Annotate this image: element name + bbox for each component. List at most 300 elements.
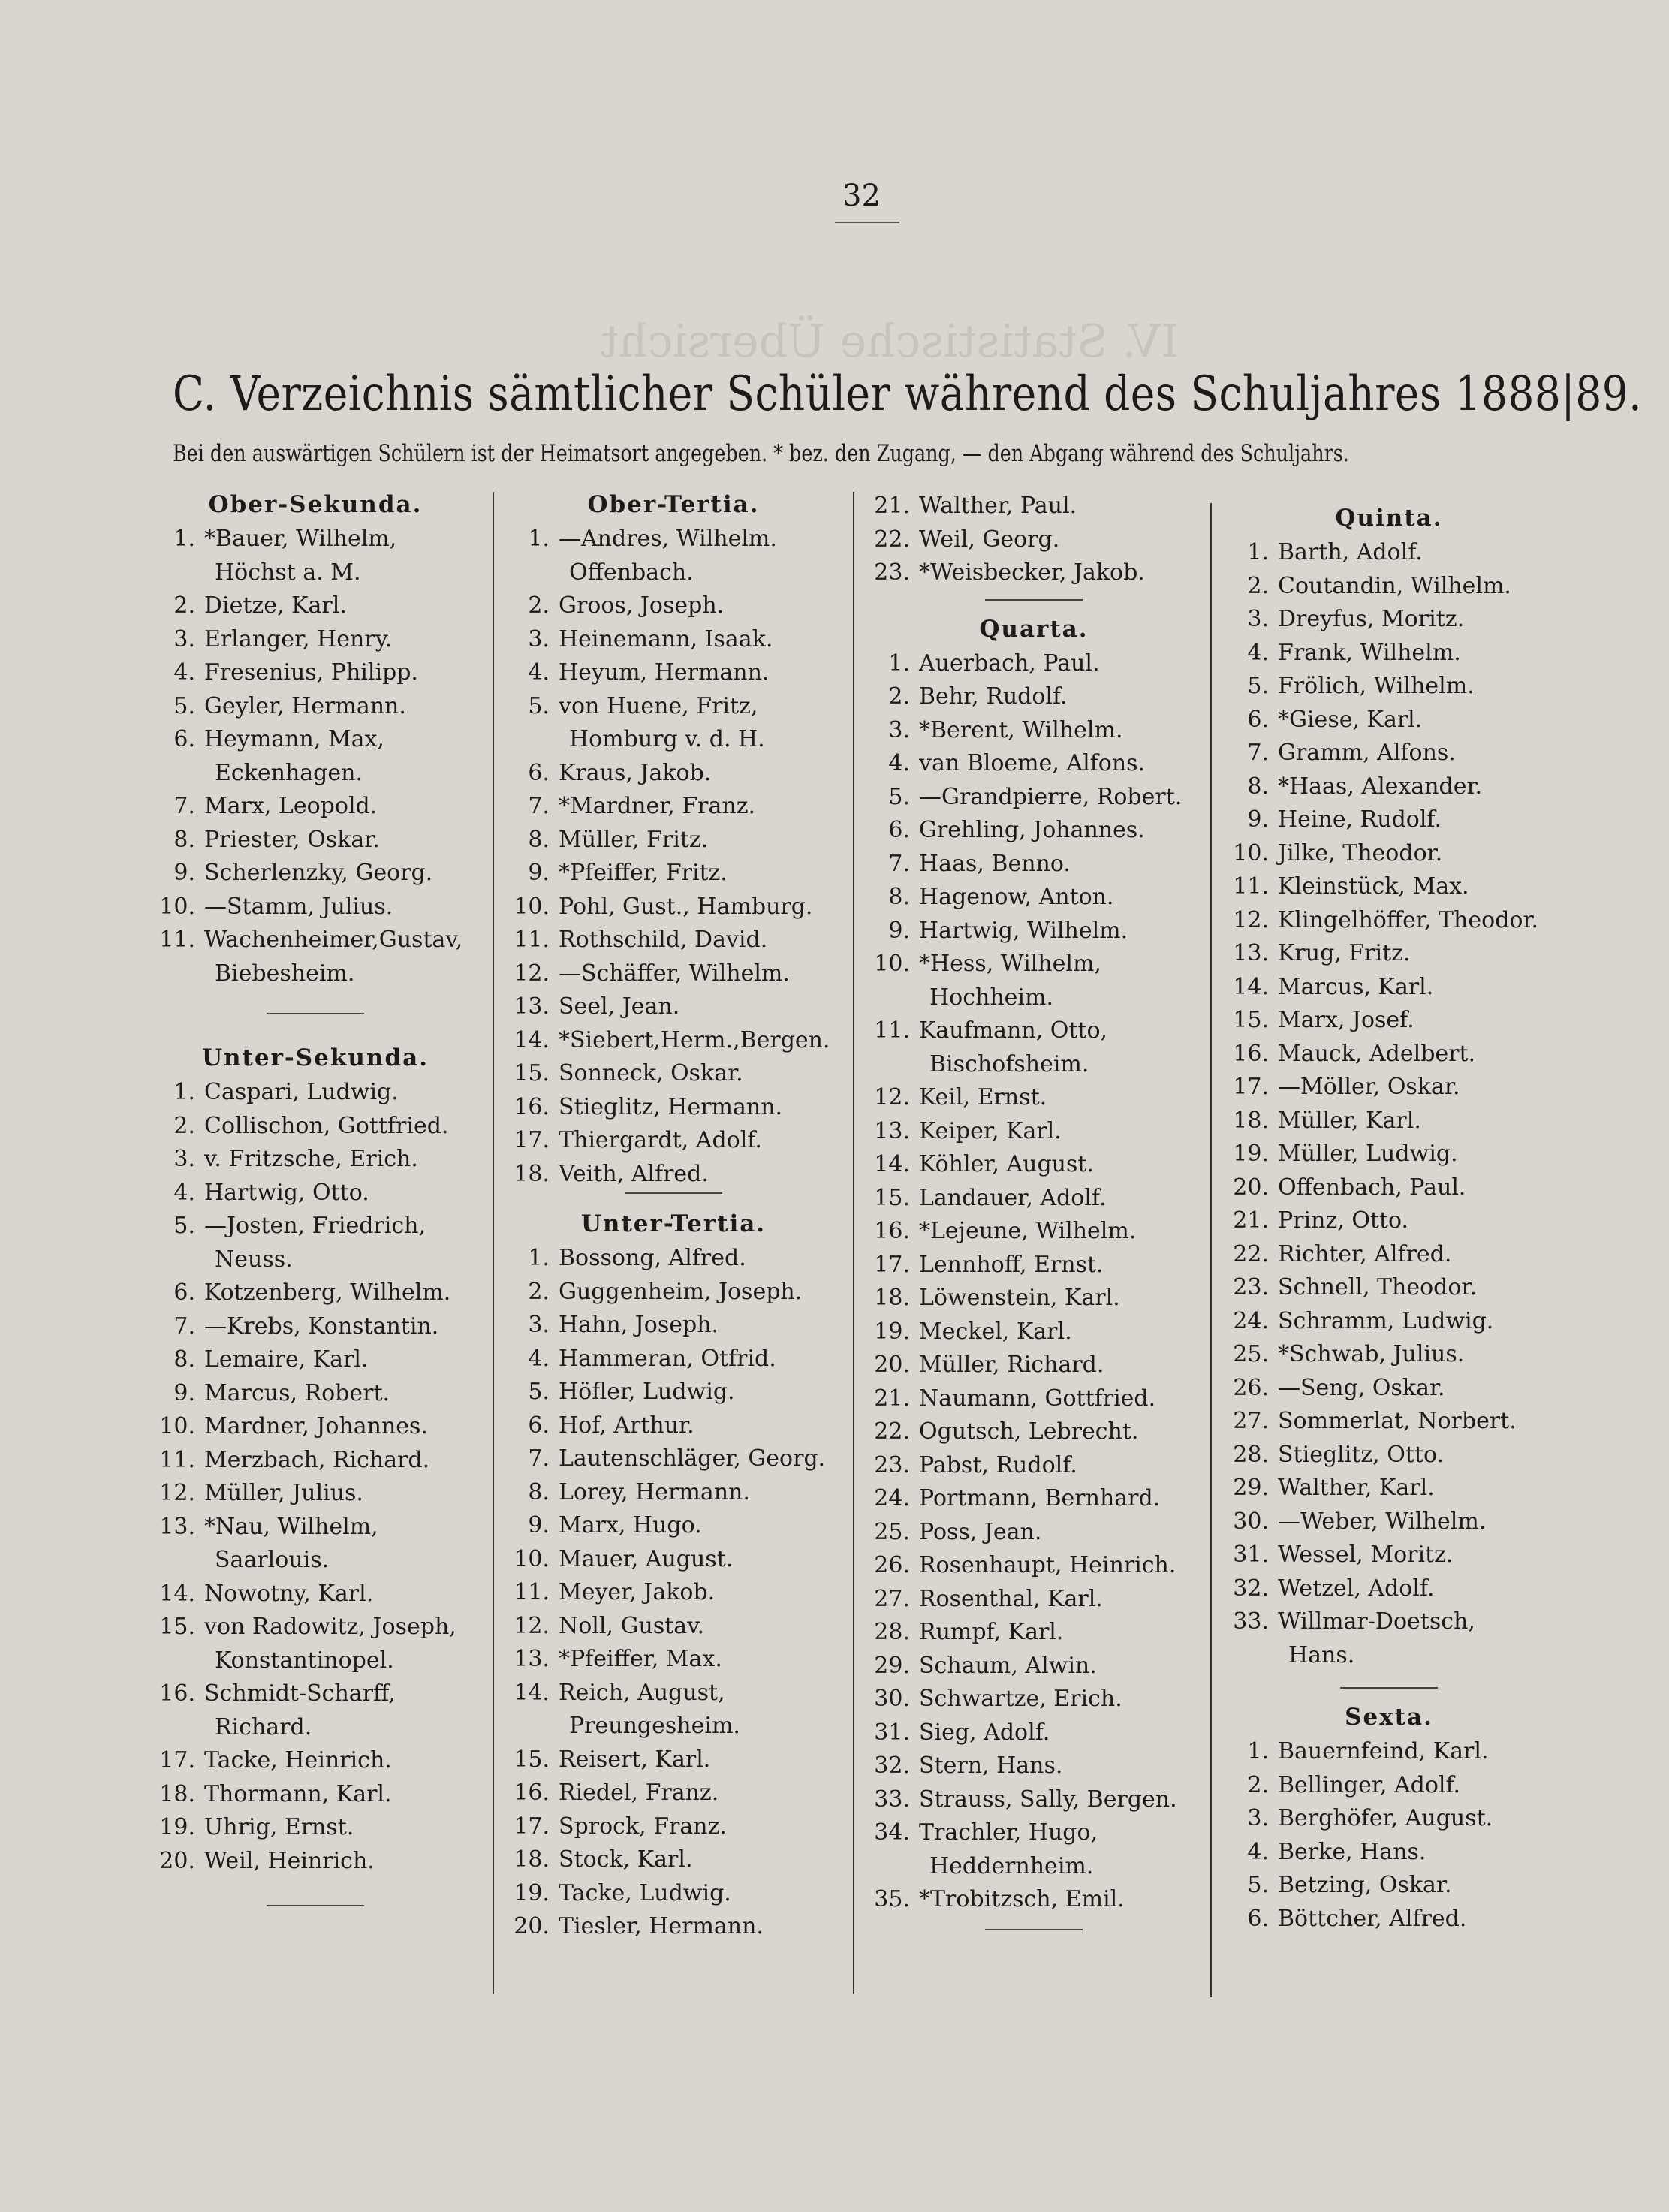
student-name: —Grandpierre, Robert. — [919, 783, 1182, 810]
student-row — [865, 1282, 1203, 1315]
student-row — [865, 1349, 1203, 1382]
student-row — [150, 523, 481, 556]
student-name: Schramm, Ludwig. — [1278, 1307, 1494, 1334]
student-row — [505, 690, 842, 724]
student-name: Landauer, Adolf. — [919, 1184, 1107, 1211]
student-name: Höfler, Ludwig. — [559, 1379, 735, 1405]
student-name: Stock, Karl. — [559, 1846, 693, 1873]
student-row — [1224, 1372, 1554, 1406]
student-name: Walther, Paul. — [919, 493, 1077, 519]
student-number: 5. — [173, 1213, 195, 1239]
student-row — [505, 1309, 842, 1343]
student-number: 10. — [159, 893, 195, 920]
student-row — [865, 1749, 1203, 1783]
page-title: C. Verzeichnis sämtlicher Schüler während des Schuljahres 1888|89. — [173, 366, 1643, 422]
student-number: 11. — [1233, 873, 1269, 900]
student-name: Wessel, Moritz. — [1278, 1541, 1454, 1568]
student-name: Haas, Benno. — [919, 850, 1071, 877]
student-number: 17. — [514, 1813, 550, 1840]
student-name: *Berent, Wilhelm. — [919, 716, 1123, 743]
student-number: 6. — [528, 759, 550, 786]
student-name: *Bauer, Wilhelm, — [204, 526, 397, 552]
student-row — [505, 891, 842, 924]
student-number: 26. — [1233, 1374, 1269, 1401]
student-name: Reich, August, — [559, 1679, 725, 1706]
student-number: 29. — [874, 1652, 910, 1679]
student-row — [150, 1177, 481, 1210]
student-name: Prinz, Otto. — [1278, 1207, 1409, 1234]
student-row — [1224, 1769, 1554, 1803]
student-number: 22. — [1233, 1240, 1269, 1267]
student-name: Rumpf, Karl. — [919, 1619, 1064, 1645]
student-name: Dietze, Karl. — [204, 592, 347, 619]
student-name: Klingelhöffer, Theodor. — [1278, 906, 1539, 933]
student-row — [1224, 1271, 1554, 1305]
student-row — [505, 1743, 842, 1777]
student-row — [1224, 1538, 1554, 1572]
student-name: *Giese, Karl. — [1278, 706, 1423, 733]
student-name: *Mardner, Franz. — [559, 793, 756, 819]
student-row — [150, 1477, 481, 1511]
column-4 — [1224, 500, 1554, 1936]
student-number: 15. — [159, 1614, 195, 1640]
student-row — [1224, 1802, 1554, 1836]
student-name: Kotzenberg, Wilhelm. — [204, 1279, 451, 1306]
student-number: 1. — [1247, 1738, 1269, 1764]
student-name: Weil, Heinrich. — [204, 1847, 375, 1874]
student-row — [1224, 1238, 1554, 1272]
student-row — [150, 1444, 481, 1478]
student-number: 14. — [874, 1151, 910, 1177]
student-name: Poss, Jean. — [919, 1518, 1042, 1545]
student-name: Pohl, Gust., Hamburg. — [559, 893, 813, 920]
student-number: 13. — [514, 993, 550, 1020]
student-name: Offenbach, Paul. — [1278, 1174, 1466, 1201]
student-hometown: Hochheim. — [929, 984, 1053, 1011]
student-row — [150, 924, 481, 957]
student-number: 6. — [173, 726, 195, 752]
student-number: 26. — [874, 1552, 910, 1578]
student-name: Lemaire, Karl. — [204, 1346, 369, 1373]
student-row — [505, 1057, 842, 1091]
student-number: 7. — [173, 1312, 195, 1340]
student-number: 18. — [159, 1780, 195, 1807]
student-name: Barth, Adolf. — [1278, 539, 1423, 565]
student-number: 19. — [1233, 1141, 1269, 1167]
student-number: 8. — [173, 1346, 195, 1373]
student-name: Merzbach, Richard. — [204, 1446, 430, 1473]
student-name: Tacke, Heinrich. — [204, 1747, 392, 1774]
student-row — [505, 1777, 842, 1810]
student-number: 8. — [1247, 773, 1269, 800]
student-number: 11. — [159, 1446, 195, 1473]
student-row — [865, 1816, 1203, 1850]
student-number: 10. — [874, 951, 910, 977]
student-number: 5. — [173, 692, 195, 719]
student-row — [865, 1482, 1203, 1516]
student-row — [1224, 670, 1554, 704]
student-number: 4. — [1247, 639, 1269, 666]
student-name: *Haas, Alexander. — [1278, 773, 1483, 800]
student-row — [150, 1210, 481, 1243]
student-row — [505, 990, 842, 1024]
student-row — [1224, 1439, 1554, 1472]
student-row — [150, 1410, 481, 1444]
student-name: Löwenstein, Karl. — [919, 1285, 1120, 1311]
student-row — [505, 1442, 842, 1476]
student-number: 12. — [514, 1612, 550, 1639]
column-divider-3 — [1210, 503, 1212, 1997]
student-row — [150, 1276, 481, 1310]
page-number: 32 — [842, 179, 881, 213]
student-name: Hammeran, Otfrid. — [559, 1345, 776, 1372]
student-number: 8. — [528, 1478, 550, 1505]
student-number: 18. — [1233, 1107, 1269, 1134]
student-name: Betzing, Oskar. — [1278, 1872, 1452, 1898]
student-row — [1224, 1004, 1554, 1038]
student-name: Heinemann, Isaak. — [559, 625, 773, 652]
student-number: 2. — [528, 1278, 550, 1305]
student-name: von Radowitz, Joseph, — [204, 1614, 456, 1640]
student-row — [1224, 803, 1554, 837]
student-number: 27. — [874, 1585, 910, 1612]
student-row — [150, 1611, 481, 1644]
student-name: Rothschild, David. — [559, 927, 768, 953]
student-number: 7. — [173, 793, 195, 819]
student-name: Lorey, Hermann. — [559, 1478, 750, 1505]
student-number: 33. — [1233, 1608, 1269, 1635]
student-list-unter-tertia — [505, 1242, 842, 1944]
student-hometown: Bischofsheim. — [929, 1050, 1089, 1077]
student-row — [505, 523, 842, 556]
student-name: —Seng, Oskar. — [1278, 1374, 1445, 1401]
section-rule — [267, 1013, 364, 1014]
student-name: Reisert, Karl. — [559, 1746, 711, 1773]
student-list-unter-sekunda — [150, 1076, 481, 1878]
column-1 — [150, 487, 481, 1923]
student-name: Guggenheim, Joseph. — [559, 1278, 803, 1305]
student-number: 4. — [1247, 1838, 1269, 1865]
student-name: Müller, Julius. — [204, 1480, 363, 1506]
section-rule — [985, 599, 1083, 601]
student-row — [865, 814, 1203, 848]
student-number: 34. — [874, 1819, 910, 1846]
student-row — [865, 1883, 1203, 1917]
student-row — [1224, 570, 1554, 604]
student-number: 1. — [1247, 539, 1269, 565]
student-row — [865, 556, 1203, 590]
student-name: Tiesler, Hermann. — [559, 1913, 764, 1939]
column-3 — [865, 490, 1203, 1947]
student-name: *Weisbecker, Jakob. — [919, 559, 1145, 586]
student-row — [150, 1778, 481, 1812]
student-number: 29. — [1233, 1475, 1269, 1501]
student-row — [865, 1616, 1203, 1650]
student-name: Müller, Ludwig. — [1278, 1141, 1458, 1167]
student-number: 25. — [1233, 1341, 1269, 1367]
student-number: 15. — [1233, 1007, 1269, 1033]
student-name: Heyum, Hermann. — [559, 659, 770, 686]
student-name: Hartwig, Otto. — [204, 1179, 369, 1206]
student-row — [505, 1576, 842, 1610]
student-name: Schmidt-Scharff, — [204, 1680, 396, 1707]
student-row — [505, 757, 842, 791]
student-hometown: Konstantinopel. — [215, 1647, 394, 1674]
student-row — [865, 680, 1203, 714]
student-row — [150, 1744, 481, 1778]
student-row — [1224, 737, 1554, 770]
student-name: Tacke, Ludwig. — [559, 1879, 731, 1906]
student-name: v. Fritzsche, Erich. — [204, 1146, 418, 1172]
student-row — [1224, 536, 1554, 570]
student-row — [150, 1343, 481, 1377]
student-row — [1224, 1903, 1554, 1936]
student-name: Bauernfeind, Karl. — [1278, 1738, 1489, 1764]
student-name: Riedel, Franz. — [559, 1780, 719, 1806]
student-number: 4. — [888, 750, 910, 776]
student-number: 16. — [159, 1680, 195, 1707]
column-divider-2 — [853, 492, 854, 1994]
student-row — [1224, 1869, 1554, 1903]
student-row — [505, 1476, 842, 1510]
student-row — [865, 1081, 1203, 1115]
student-name: Hof, Arthur. — [559, 1412, 694, 1439]
student-row — [865, 1549, 1203, 1583]
student-name: Thiergardt, Adolf. — [559, 1127, 762, 1153]
student-row — [865, 1650, 1203, 1683]
student-row — [1224, 1038, 1554, 1071]
student-row — [150, 589, 481, 623]
student-name: Köhler, August. — [919, 1151, 1094, 1177]
student-number: 15. — [514, 1746, 550, 1773]
student-name: Müller, Karl. — [1278, 1107, 1421, 1134]
student-number: 2. — [888, 683, 910, 710]
student-row — [1224, 870, 1554, 904]
student-name: Rosenhaupt, Heinrich. — [919, 1552, 1176, 1578]
student-row — [865, 1415, 1203, 1449]
student-name: Sommerlat, Norbert. — [1278, 1408, 1517, 1434]
student-name: Noll, Gustav. — [559, 1612, 705, 1639]
student-row — [505, 1643, 842, 1677]
student-name: Fresenius, Philipp. — [204, 659, 418, 686]
student-row — [150, 1845, 481, 1879]
class-heading-quinta: Quinta. — [1335, 505, 1443, 532]
student-number: 1. — [528, 1245, 550, 1271]
student-number: 16. — [514, 1093, 550, 1120]
student-number: 23. — [874, 559, 910, 586]
student-number: 11. — [514, 1579, 550, 1605]
student-row — [865, 1148, 1203, 1182]
student-row — [1224, 1171, 1554, 1205]
student-row — [865, 1449, 1203, 1483]
student-name: Hartwig, Wilhelm. — [919, 917, 1128, 944]
student-number: 13. — [1233, 940, 1269, 966]
student-name: Bellinger, Adolf. — [1278, 1771, 1461, 1798]
student-name: Uhrig, Ernst. — [204, 1814, 354, 1840]
student-number: 3. — [528, 625, 550, 652]
student-row — [150, 1076, 481, 1110]
student-row — [505, 1158, 842, 1192]
student-number: 1. — [528, 526, 550, 552]
student-row — [150, 1578, 481, 1611]
student-number: 5. — [528, 1379, 550, 1405]
student-number: 9. — [1247, 806, 1269, 833]
student-list-ober-tertia — [505, 523, 842, 1191]
student-name: Marx, Josef. — [1278, 1007, 1414, 1033]
student-number: 16. — [874, 1218, 910, 1244]
student-row — [150, 891, 481, 924]
student-row — [150, 1811, 481, 1845]
student-name: *Nau, Wilhelm, — [204, 1513, 378, 1540]
student-name: Marx, Hugo. — [559, 1512, 702, 1538]
student-row — [150, 1110, 481, 1144]
student-list-quarta — [865, 647, 1203, 1917]
student-row — [865, 1382, 1203, 1416]
student-number: 16. — [1233, 1040, 1269, 1067]
student-name: Müller, Fritz. — [559, 826, 709, 853]
student-name: Strauss, Sally, Bergen. — [919, 1786, 1177, 1813]
student-hometown: Saarlouis. — [215, 1547, 330, 1573]
student-number: 9. — [173, 1379, 195, 1406]
student-hometown: Hans. — [1288, 1641, 1355, 1668]
student-number: 15. — [874, 1184, 910, 1211]
student-name: Meyer, Jakob. — [559, 1579, 716, 1605]
student-name: Berghöfer, August. — [1278, 1805, 1493, 1831]
student-number: 17. — [1233, 1074, 1269, 1100]
student-name: *Pfeiffer, Max. — [559, 1646, 722, 1672]
student-row — [1224, 1405, 1554, 1439]
student-number: 5. — [1247, 1872, 1269, 1898]
student-number: 3. — [1247, 1805, 1269, 1831]
student-name: Kraus, Jakob. — [559, 759, 712, 786]
student-number: 5. — [888, 783, 910, 810]
student-number: 11. — [874, 1017, 910, 1044]
student-number: 9. — [528, 860, 550, 886]
student-row — [505, 957, 842, 991]
student-name: Willmar-Doetsch, — [1278, 1608, 1475, 1635]
student-name: Mardner, Johannes. — [204, 1413, 428, 1439]
student-number: 28. — [874, 1619, 910, 1645]
page-subtitle: Bei den auswärtigen Schülern ist der Heimatsort angegeben. * bez. den Zugang, — den Abgang während des Schuljahrs. — [173, 440, 1349, 467]
student-number: 13. — [514, 1646, 550, 1672]
student-number: 19. — [874, 1318, 910, 1345]
student-name: van Bloeme, Alfons. — [919, 750, 1146, 776]
student-number: 30. — [1233, 1508, 1269, 1535]
student-name: Rosenthal, Karl. — [919, 1585, 1103, 1612]
student-name: —Stamm, Julius. — [204, 893, 393, 920]
student-number: 25. — [874, 1518, 910, 1545]
student-number: 19. — [514, 1879, 550, 1906]
student-number: 4. — [528, 1345, 550, 1372]
student-row — [505, 1543, 842, 1577]
student-name: Sieg, Adolf. — [919, 1719, 1050, 1746]
student-row — [865, 1583, 1203, 1617]
student-row — [1224, 837, 1554, 871]
student-number: 14. — [514, 1679, 550, 1706]
student-row — [865, 915, 1203, 948]
student-row — [865, 1182, 1203, 1216]
student-row — [1224, 704, 1554, 737]
student-name: *Siebert,Herm.,Bergen. — [559, 1026, 830, 1053]
student-number: 5. — [1247, 673, 1269, 699]
student-number: 8. — [173, 826, 195, 853]
student-row — [150, 824, 481, 857]
student-name: Kleinstück, Max. — [1278, 873, 1469, 900]
student-name: Richter, Alfred. — [1278, 1240, 1452, 1267]
student-name: Marcus, Robert. — [204, 1379, 390, 1406]
page-number-rule — [835, 222, 899, 223]
student-name: —Möller, Oskar. — [1278, 1074, 1460, 1100]
student-list-quinta — [1224, 536, 1554, 1672]
student-row — [505, 623, 842, 657]
student-number: 3. — [1247, 606, 1269, 632]
student-row — [150, 690, 481, 724]
student-row — [1224, 971, 1554, 1005]
student-number: 21. — [1233, 1207, 1269, 1234]
student-name: Ogutsch, Lebrecht. — [919, 1418, 1139, 1445]
student-name: Nowotny, Karl. — [204, 1580, 374, 1607]
student-number: 22. — [874, 1418, 910, 1445]
student-name: von Huene, Fritz, — [559, 692, 758, 719]
student-name: Sprock, Franz. — [559, 1813, 727, 1840]
student-row — [1224, 1338, 1554, 1372]
class-heading-sexta: Sexta. — [1345, 1704, 1433, 1731]
student-name: *Lejeune, Wilhelm. — [919, 1218, 1137, 1244]
student-number: 7. — [1247, 740, 1269, 766]
student-name: Sonneck, Oskar. — [559, 1060, 743, 1086]
student-row — [865, 714, 1203, 748]
student-name: Lautenschläger, Georg. — [559, 1445, 826, 1472]
student-row — [505, 1376, 842, 1409]
student-name: Berke, Hans. — [1278, 1838, 1426, 1865]
student-name: Wachenheimer,Gustav, — [204, 927, 463, 953]
student-name: Lennhoff, Ernst. — [919, 1251, 1104, 1278]
student-number: 3. — [888, 716, 910, 743]
student-number: 2. — [173, 1112, 195, 1139]
student-number: 3. — [173, 1146, 195, 1172]
student-name: Frölich, Wilhelm. — [1278, 673, 1475, 699]
student-row — [505, 1843, 842, 1877]
student-name: Coutandin, Wilhelm. — [1278, 572, 1511, 599]
student-name: Bossong, Alfred. — [559, 1245, 746, 1271]
student-name: Naumann, Gottfried. — [919, 1385, 1156, 1412]
student-number: 27. — [1233, 1408, 1269, 1434]
student-number: 18. — [874, 1285, 910, 1311]
student-row — [505, 924, 842, 957]
student-number: 33. — [874, 1786, 910, 1813]
student-row — [505, 1810, 842, 1844]
student-row — [505, 589, 842, 623]
student-number: 14. — [159, 1580, 195, 1607]
student-name: Caspari, Ludwig. — [204, 1079, 399, 1105]
student-name: Stern, Hans. — [919, 1752, 1063, 1779]
student-number: 17. — [159, 1747, 195, 1774]
student-row — [1224, 1305, 1554, 1339]
student-number: 1. — [888, 649, 910, 677]
student-name: Heymann, Max, — [204, 726, 384, 752]
student-number: 31. — [1233, 1541, 1269, 1568]
student-number: 8. — [888, 884, 910, 910]
student-name: Portmann, Bernhard. — [919, 1485, 1161, 1511]
student-row — [865, 1115, 1203, 1149]
student-number: 6. — [173, 1279, 195, 1306]
student-number: 7. — [528, 1445, 550, 1472]
student-name: Müller, Richard. — [919, 1352, 1104, 1378]
student-hometown: Preungesheim. — [569, 1713, 740, 1739]
student-row — [865, 848, 1203, 881]
column-2 — [505, 487, 842, 1944]
student-hometown: Biebesheim. — [215, 960, 355, 987]
